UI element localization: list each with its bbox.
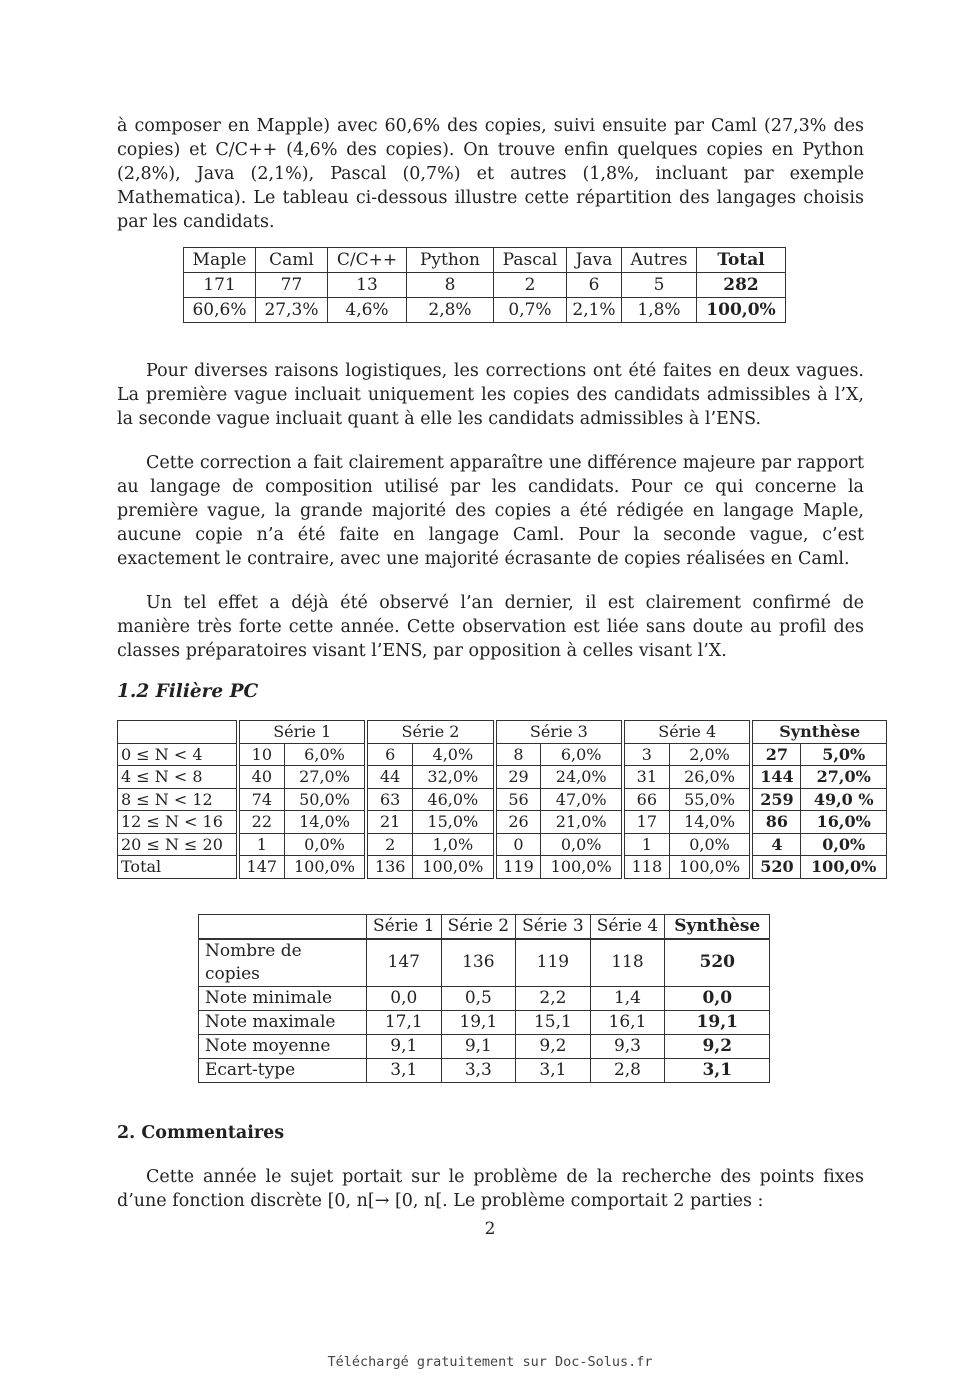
stats-header-serie2: Série 2 xyxy=(441,914,516,939)
table-row xyxy=(118,788,887,811)
distribution-count-cell: 29 xyxy=(495,766,541,789)
stats-header-serie3: Série 3 xyxy=(516,914,591,939)
distribution-percent-cell: 15,0% xyxy=(413,811,495,834)
lang-header-java: Java xyxy=(567,248,622,273)
distribution-percent-cell: 32,0% xyxy=(413,766,495,789)
distribution-count-cell: 44 xyxy=(366,766,412,789)
distribution-count-cell: 66 xyxy=(623,788,669,811)
statistics-value-cell: 0,0 xyxy=(665,986,770,1010)
distribution-count-cell: 56 xyxy=(495,788,541,811)
lang-count: 2 xyxy=(494,273,567,298)
distribution-count-cell: 6 xyxy=(366,743,412,766)
lang-percent: 27,3% xyxy=(256,298,328,323)
distribution-percent-cell: 100,0% xyxy=(284,856,366,879)
lang-count: 5 xyxy=(622,273,697,298)
heading-filiere-pc: 1.2 Filière PC xyxy=(117,681,259,702)
distribution-count-cell: 3 xyxy=(623,743,669,766)
lang-count-total: 282 xyxy=(697,273,786,298)
lang-header-autres: Autres xyxy=(622,248,697,273)
distribution-percent-cell: 24,0% xyxy=(541,766,623,789)
paragraph-correction: Cette correction a fait clairement apparaître une différence majeure par rapport au langage de composition utilisé par les candidats. Pour ce qui concerne la première vague, la grande majorité des copies a été rédigée en langage Maple, aucune copie n’a été faite en langage Caml. Pour la seconde vague, c’est exactement le contraire, avec une majorité écrasante de copies réalisées en Caml. xyxy=(117,453,864,569)
table-row xyxy=(199,1034,770,1058)
distribution-count-cell: 31 xyxy=(623,766,669,789)
distribution-count-cell: 1 xyxy=(238,833,284,856)
statistics-value-cell: 16,1 xyxy=(590,1010,665,1034)
lang-header-maple: Maple xyxy=(184,248,256,273)
lang-percent: 0,7% xyxy=(494,298,567,323)
lang-percent: 1,8% xyxy=(622,298,697,323)
lang-header-pascal: Pascal xyxy=(494,248,567,273)
table-row xyxy=(118,766,887,789)
lang-percent: 4,6% xyxy=(328,298,407,323)
distribution-count-cell: 26 xyxy=(495,811,541,834)
distribution-percent-cell: 1,0% xyxy=(413,833,495,856)
statistics-row-label: Nombre de copies xyxy=(199,939,367,987)
statistics-value-cell: 9,1 xyxy=(367,1034,442,1058)
distribution-percent-cell: 14,0% xyxy=(284,811,366,834)
table-row xyxy=(118,833,887,856)
distribution-table xyxy=(117,720,887,879)
distribution-percent-cell: 47,0% xyxy=(541,788,623,811)
statistics-value-cell: 19,1 xyxy=(665,1010,770,1034)
distribution-percent-cell: 27,0% xyxy=(284,766,366,789)
statistics-row-label: Ecart-type xyxy=(199,1058,367,1082)
table-row xyxy=(199,1058,770,1082)
statistics-value-cell: 2,8 xyxy=(590,1058,665,1082)
distribution-count-cell: 10 xyxy=(238,743,284,766)
distribution-percent-cell: 100,0% xyxy=(801,856,887,879)
distribution-percent-cell: 46,0% xyxy=(413,788,495,811)
statistics-value-cell: 2,2 xyxy=(516,986,591,1010)
table-row xyxy=(199,1010,770,1034)
lang-count: 8 xyxy=(407,273,494,298)
distribution-count-cell: 8 xyxy=(495,743,541,766)
statistics-row-label: Note maximale xyxy=(199,1010,367,1034)
statistics-row-label: Note minimale xyxy=(199,986,367,1010)
distribution-percent-cell: 100,0% xyxy=(413,856,495,879)
dist-header-serie4: Série 4 xyxy=(623,721,751,744)
statistics-value-cell: 0,5 xyxy=(441,986,516,1010)
distribution-body xyxy=(118,743,887,878)
statistics-value-cell: 15,1 xyxy=(516,1010,591,1034)
distribution-percent-cell: 49,0 % xyxy=(801,788,887,811)
statistics-value-cell: 0,0 xyxy=(367,986,442,1010)
distribution-count-cell: 2 xyxy=(366,833,412,856)
distribution-percent-cell: 100,0% xyxy=(669,856,751,879)
distribution-row-label: 4 ≤ N < 8 xyxy=(118,766,239,789)
statistics-value-cell: 19,1 xyxy=(441,1010,516,1034)
statistics-value-cell: 147 xyxy=(367,939,442,987)
distribution-percent-cell: 16,0% xyxy=(801,811,887,834)
statistics-value-cell: 3,1 xyxy=(367,1058,442,1082)
distribution-row-label: 20 ≤ N ≤ 20 xyxy=(118,833,239,856)
lang-count: 6 xyxy=(567,273,622,298)
distribution-count-cell: 144 xyxy=(751,766,801,789)
statistics-value-cell: 118 xyxy=(590,939,665,987)
statistics-value-cell: 136 xyxy=(441,939,516,987)
statistics-value-cell: 520 xyxy=(665,939,770,987)
section-commentaires: 2. Commentaires xyxy=(117,1122,285,1143)
distribution-percent-cell: 4,0% xyxy=(413,743,495,766)
languages-table xyxy=(183,247,786,323)
lang-percent: 2,1% xyxy=(567,298,622,323)
dist-header-serie1: Série 1 xyxy=(238,721,366,744)
statistics-value-cell: 3,1 xyxy=(665,1058,770,1082)
distribution-row-label: 8 ≤ N < 12 xyxy=(118,788,239,811)
paragraph-logistics: Pour diverses raisons logistiques, les corrections ont été faites en deux vagues. La première vague incluait uniquement les copies des candidats admissibles à l’X, la seconde vague incluait quant à elle les candidats admissibles à l’ENS. xyxy=(117,361,864,429)
table-row xyxy=(118,743,887,766)
distribution-count-cell: 22 xyxy=(238,811,284,834)
table-row xyxy=(199,986,770,1010)
distribution-row-label: 12 ≤ N < 16 xyxy=(118,811,239,834)
distribution-count-cell: 21 xyxy=(366,811,412,834)
statistics-row-label: Note moyenne xyxy=(199,1034,367,1058)
distribution-row-label: Total xyxy=(118,856,239,879)
distribution-count-cell: 4 xyxy=(751,833,801,856)
lang-header-total: Total xyxy=(697,248,786,273)
table-row xyxy=(118,856,887,879)
statistics-value-cell: 119 xyxy=(516,939,591,987)
lang-count: 77 xyxy=(256,273,328,298)
distribution-percent-cell: 55,0% xyxy=(669,788,751,811)
distribution-percent-cell: 5,0% xyxy=(801,743,887,766)
stats-header-serie1: Série 1 xyxy=(367,914,442,939)
statistics-header-row xyxy=(199,914,770,939)
statistics-value-cell: 9,2 xyxy=(516,1034,591,1058)
distribution-row-label: 0 ≤ N < 4 xyxy=(118,743,239,766)
distribution-percent-cell: 26,0% xyxy=(669,766,751,789)
lang-percent: 60,6% xyxy=(184,298,256,323)
distribution-percent-cell: 14,0% xyxy=(669,811,751,834)
page-number: 2 xyxy=(484,1219,496,1239)
distribution-percent-cell: 0,0% xyxy=(284,833,366,856)
distribution-count-cell: 74 xyxy=(238,788,284,811)
stats-header-serie4: Série 4 xyxy=(590,914,665,939)
distribution-percent-cell: 0,0% xyxy=(669,833,751,856)
distribution-count-cell: 1 xyxy=(623,833,669,856)
distribution-count-cell: 259 xyxy=(751,788,801,811)
lang-count: 13 xyxy=(328,273,407,298)
statistics-value-cell: 17,1 xyxy=(367,1010,442,1034)
distribution-count-cell: 119 xyxy=(495,856,541,879)
statistics-body xyxy=(199,939,770,1083)
paragraph-languages: à composer en Mapple) avec 60,6% des copies, suivi ensuite par Caml (27,3% des copies) et C/C++ (4,6% des copies). On trouve enfin quelques copies en Python (2,8%), Java (2,1%), Pascal (0,7%) et autres (1,8%, incluant par exemple Mathematica). Le tableau ci-dessous illustre cette répartition des langages choisis par les candidats. xyxy=(117,116,864,232)
lang-header-caml: Caml xyxy=(256,248,328,273)
distribution-percent-cell: 100,0% xyxy=(541,856,623,879)
distribution-percent-cell: 2,0% xyxy=(669,743,751,766)
distribution-percent-cell: 27,0% xyxy=(801,766,887,789)
distribution-count-cell: 520 xyxy=(751,856,801,879)
dist-header-serie3: Série 3 xyxy=(495,721,623,744)
table-row xyxy=(118,811,887,834)
stats-header-synthese: Synthèse xyxy=(665,914,770,939)
distribution-count-cell: 86 xyxy=(751,811,801,834)
statistics-value-cell: 3,3 xyxy=(441,1058,516,1082)
distribution-count-cell: 147 xyxy=(238,856,284,879)
paragraph-subject: Cette année le sujet portait sur le problème de la recherche des points fixes d’une fonction discrète [0, n[→ [0, n[. Le problème comportait 2 parties : xyxy=(117,1166,864,1211)
lang-percent: 2,8% xyxy=(407,298,494,323)
distribution-count-cell: 118 xyxy=(623,856,669,879)
statistics-value-cell: 1,4 xyxy=(590,986,665,1010)
lang-header-python: Python xyxy=(407,248,494,273)
distribution-count-cell: 27 xyxy=(751,743,801,766)
lang-header-cpp: C/C++ xyxy=(328,248,407,273)
distribution-percent-cell: 50,0% xyxy=(284,788,366,811)
statistics-table xyxy=(198,914,770,1083)
distribution-count-cell: 17 xyxy=(623,811,669,834)
languages-header-row xyxy=(184,248,786,273)
page-body xyxy=(117,114,877,1213)
languages-percent-row xyxy=(184,298,786,323)
statistics-value-cell: 3,1 xyxy=(516,1058,591,1082)
statistics-value-cell: 9,3 xyxy=(590,1034,665,1058)
lang-percent-total: 100,0% xyxy=(697,298,786,323)
lang-count: 171 xyxy=(184,273,256,298)
distribution-percent-cell: 6,0% xyxy=(284,743,366,766)
distribution-count-cell: 40 xyxy=(238,766,284,789)
statistics-value-cell: 9,2 xyxy=(665,1034,770,1058)
distribution-header-row xyxy=(118,721,887,744)
distribution-count-cell: 63 xyxy=(366,788,412,811)
dist-header-serie2: Série 2 xyxy=(366,721,494,744)
languages-count-row xyxy=(184,273,786,298)
footer-download-note: Téléchargé gratuitement sur Doc-Solus.fr xyxy=(327,1354,653,1370)
distribution-percent-cell: 0,0% xyxy=(541,833,623,856)
distribution-percent-cell: 21,0% xyxy=(541,811,623,834)
paragraph-effect: Un tel effet a déjà été observé l’an dernier, il est clairement confirmé de manière très forte cette année. Cette observation est liée sans doute au profil des classes préparatoires visant l’ENS, par opposition à celles visant l’X. xyxy=(117,593,864,661)
distribution-percent-cell: 0,0% xyxy=(801,833,887,856)
dist-header-synthese: Synthèse xyxy=(751,721,886,744)
table-row xyxy=(199,939,770,987)
distribution-percent-cell: 6,0% xyxy=(541,743,623,766)
distribution-count-cell: 136 xyxy=(366,856,412,879)
distribution-corner xyxy=(118,721,239,744)
statistics-corner xyxy=(199,914,367,939)
statistics-value-cell: 9,1 xyxy=(441,1034,516,1058)
distribution-count-cell: 0 xyxy=(495,833,541,856)
